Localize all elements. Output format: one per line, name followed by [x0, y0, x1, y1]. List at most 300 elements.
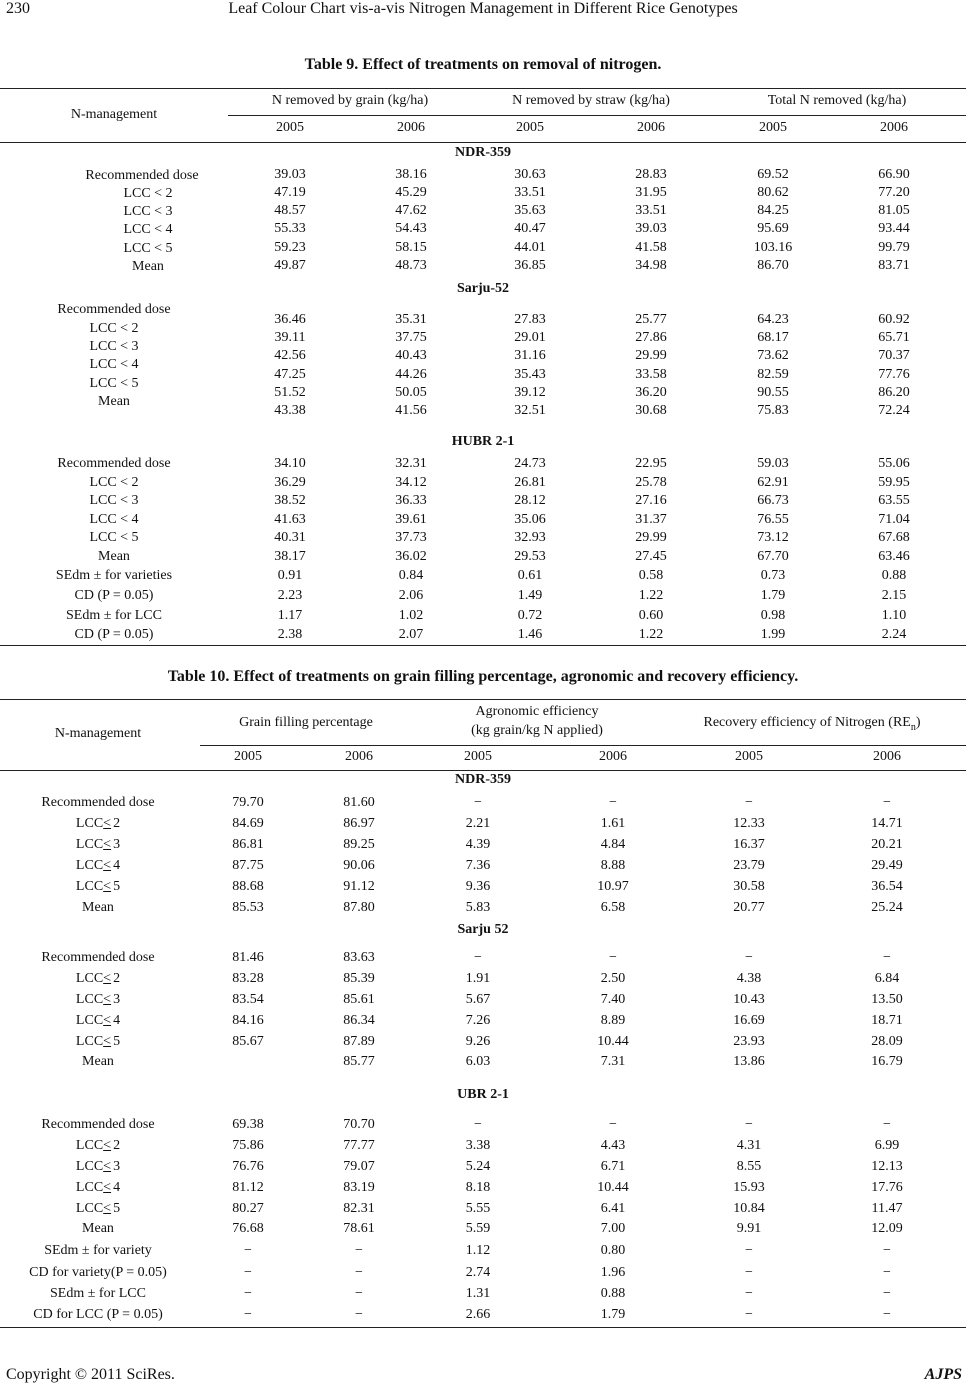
journal-abbrev: AJPS: [924, 1366, 962, 1383]
table10-cell: −: [745, 795, 753, 810]
table10-cell: 79.07: [343, 1159, 375, 1174]
table10-cell: 76.76: [232, 1159, 264, 1174]
table9-cell: 36.02: [395, 549, 427, 564]
table10-header-rule: [0, 770, 966, 771]
table10-cell: −: [883, 1243, 891, 1258]
table10-cell: 5.24: [465, 1159, 491, 1174]
table9-cell: 39.11: [274, 330, 306, 345]
table9-cell: 1.46: [517, 627, 543, 642]
table9-section-title: Sarju-52: [456, 281, 510, 296]
table9-cell: 73.62: [757, 348, 789, 363]
table10-cell: 8.55: [736, 1159, 762, 1174]
table10-cell: 78.61: [343, 1221, 375, 1236]
table10-cell: 4.43: [600, 1138, 626, 1153]
table9-cell: 63.46: [878, 549, 910, 564]
table10-cell: −: [745, 1117, 753, 1132]
table10-cell: 87.89: [343, 1034, 375, 1049]
table10-cell: −: [745, 1286, 753, 1301]
table9-cell: 39.12: [514, 385, 546, 400]
table9-cell: 38.17: [274, 549, 306, 564]
table9-cell: 24.73: [514, 456, 546, 471]
table9-cell: 36.46: [274, 312, 306, 327]
table10-row-label: Mean: [82, 1054, 114, 1069]
table9-cell: 33.51: [635, 203, 667, 218]
table10-cell: 1.79: [600, 1307, 626, 1322]
table9-cell: 64.23: [757, 312, 789, 327]
table10-cell: −: [883, 1286, 891, 1301]
table9-cell: 54.43: [395, 221, 427, 236]
table10-row-label: [76, 815, 120, 833]
table10-cell: 6.99: [874, 1138, 900, 1153]
table10-cell: 4.39: [465, 837, 491, 852]
table9-row-label: Mean: [98, 394, 130, 409]
table10-year-header: 2005: [464, 749, 492, 764]
lcc-label: LCC: [75, 1201, 104, 1216]
table9-cell: 31.16: [514, 348, 546, 363]
table9-group-straw: N removed by straw (kg/ha): [512, 93, 670, 108]
table10-cell: 70.70: [343, 1117, 375, 1132]
lcc-label: LCC: [75, 1013, 104, 1028]
table10-cell: 4.38: [736, 971, 762, 986]
table10-cell: 1.31: [465, 1286, 491, 1301]
table9-section-title: NDR-359: [455, 145, 511, 160]
table10-row-label: Recommended dose: [41, 950, 155, 965]
table10-cell: 83.54: [232, 992, 264, 1007]
table10-cell: 91.12: [343, 879, 375, 894]
lcc-label: LCC: [75, 1159, 104, 1174]
lcc-threshold-symbol: <: [103, 1159, 112, 1174]
table9-cell: 48.73: [395, 258, 427, 273]
table9-row-label: LCC < 2: [123, 186, 173, 201]
table9-cell: 2.07: [398, 627, 424, 642]
table10-cell: 5.55: [465, 1201, 491, 1216]
table9-cell: 0.84: [398, 568, 424, 583]
table10-year-header: 2005: [735, 749, 763, 764]
table10-row-label: CD for variety(P = 0.05): [29, 1265, 167, 1280]
lcc-threshold-symbol: <: [103, 971, 112, 986]
table10-cell: 29.49: [871, 858, 903, 873]
table10-cell: 6.03: [465, 1054, 491, 1069]
table10-cell: 0.88: [600, 1286, 626, 1301]
table9-cell: 0.91: [277, 568, 303, 583]
table10-row-label: [76, 1033, 120, 1051]
table10-cell: 17.76: [871, 1180, 903, 1195]
lcc-label: LCC: [75, 992, 104, 1007]
table10-cell: 10.44: [597, 1034, 629, 1049]
table9-cell: 103.16: [753, 240, 793, 255]
table9-cell: 35.31: [395, 312, 427, 327]
table9-cell: 1.17: [277, 608, 303, 623]
table9-header-rule: [0, 142, 966, 143]
table9-cell: 35.43: [514, 367, 546, 382]
table10-cell: 69.38: [232, 1117, 264, 1132]
table10-cell: 80.27: [232, 1201, 264, 1216]
table9-cell: 35.63: [514, 203, 546, 218]
table10-cell: 25.24: [871, 900, 903, 915]
table9-cell: 71.04: [878, 512, 910, 527]
table9-cell: 0.88: [881, 568, 907, 583]
table9-cell: 34.10: [274, 456, 306, 471]
table10-cell: 1.91: [465, 971, 491, 986]
table10-cell: 7.31: [600, 1054, 626, 1069]
table9-cell: 32.31: [395, 456, 427, 471]
table9-cell: 70.37: [878, 348, 910, 363]
table9-cell: 36.29: [274, 475, 306, 490]
table10-cell: 3.38: [465, 1138, 491, 1153]
table10-cell: −: [745, 1307, 753, 1322]
table10-cell: 6.84: [874, 971, 900, 986]
table9-cell: 55.33: [274, 221, 306, 236]
lcc-label: LCC: [75, 971, 104, 986]
table10-row-label: Mean: [82, 1221, 114, 1236]
running-title: Leaf Colour Chart vis-a-vis Nitrogen Management in Different Rice Genotypes: [228, 0, 738, 17]
table10-cell: 87.75: [232, 858, 264, 873]
table9-cell: 34.98: [635, 258, 667, 273]
table9-cell: 33.58: [635, 367, 667, 382]
table9-cell: 41.56: [395, 403, 427, 418]
table10-row-label: [76, 1158, 120, 1176]
table10-cell: 85.67: [232, 1034, 264, 1049]
lcc-threshold: 4: [113, 1013, 121, 1028]
table9-cell: 29.01: [514, 330, 546, 345]
lcc-threshold-symbol: <: [103, 837, 112, 852]
table10-section-title: NDR-359: [455, 772, 511, 787]
table9-cell: 77.76: [878, 367, 910, 382]
table10-bottom-rule: [0, 1327, 966, 1328]
table9-cell: 93.44: [878, 221, 910, 236]
lcc-threshold-symbol: <: [103, 1201, 112, 1216]
table9-row-label: LCC < 5: [89, 530, 139, 545]
table10-row-label: [76, 1012, 120, 1030]
table9-cell: 1.22: [638, 627, 664, 642]
table9-cell: 0.98: [760, 608, 786, 623]
table9-cell: 66.90: [878, 167, 910, 182]
lcc-threshold: 3: [113, 992, 121, 1007]
table10-cell: 13.86: [733, 1054, 765, 1069]
table10-row-label: Mean: [82, 900, 114, 915]
table9-cell: 37.73: [395, 530, 427, 545]
table10-cell: 20.77: [733, 900, 765, 915]
table10-cell: 9.36: [465, 879, 491, 894]
table9-cell: 36.85: [514, 258, 546, 273]
table10-cell: 14.71: [871, 816, 903, 831]
table9-cell: 80.62: [757, 185, 789, 200]
table9-cell: 83.71: [878, 258, 910, 273]
table10-cell: 7.40: [600, 992, 626, 1007]
table9-cell: 67.68: [878, 530, 910, 545]
table9-cell: 22.95: [635, 456, 667, 471]
table9-cell: 40.47: [514, 221, 546, 236]
lcc-threshold-symbol: <: [103, 879, 112, 894]
table10-group-rule: [200, 745, 966, 746]
table9-cell: 1.99: [760, 627, 786, 642]
lcc-threshold-symbol: <: [103, 816, 112, 831]
table9-cell: 27.16: [635, 493, 667, 508]
lcc-label: LCC: [75, 1180, 104, 1195]
table10-cell: 16.69: [733, 1013, 765, 1028]
table9-cell: 2.15: [881, 588, 907, 603]
lcc-threshold: 5: [113, 879, 121, 894]
table10-cell: −: [609, 795, 617, 810]
table9-cell: 43.38: [274, 403, 306, 418]
table9-cell: 36.20: [635, 385, 667, 400]
table10-cell: 86.81: [232, 837, 264, 852]
table9-cell: 0.58: [638, 568, 664, 583]
table9-year-header: 2005: [276, 120, 304, 135]
table10-cell: 18.71: [871, 1013, 903, 1028]
lcc-threshold-symbol: <: [103, 1138, 112, 1153]
table10-cell: 6.41: [600, 1201, 626, 1216]
table9-row-label: LCC < 4: [89, 512, 139, 527]
table10-cell: −: [474, 795, 482, 810]
table9-cell: 28.12: [514, 493, 546, 508]
table9-row-label: Recommended dose: [57, 456, 171, 471]
table9-row-label: LCC < 3: [89, 493, 139, 508]
lcc-label: LCC: [75, 1034, 104, 1049]
table10-row-label: CD for LCC (P = 0.05): [33, 1307, 163, 1322]
table9-cell: 1.02: [398, 608, 424, 623]
table9-cell: 41.63: [274, 512, 306, 527]
table10-cell: 84.16: [232, 1013, 264, 1028]
table10-cell: 28.09: [871, 1034, 903, 1049]
table10-cell: 86.34: [343, 1013, 375, 1028]
table9-row-label: Recommended dose: [85, 168, 199, 183]
table10-cell: 4.31: [736, 1138, 762, 1153]
table9-cell: 2.24: [881, 627, 907, 642]
table9-year-header: 2005: [516, 120, 544, 135]
table9-cell: 39.61: [395, 512, 427, 527]
table9-cell: 35.06: [514, 512, 546, 527]
table10-cell: −: [883, 795, 891, 810]
table10-cell: 4.84: [600, 837, 626, 852]
table9-cell: 76.55: [757, 512, 789, 527]
table9-cell: 73.12: [757, 530, 789, 545]
table10-row-label: [76, 857, 120, 875]
table10-cell: 81.46: [232, 950, 264, 965]
table10-cell: 2.50: [600, 971, 626, 986]
lcc-threshold-symbol: <: [103, 1013, 112, 1028]
table10-cell: 7.26: [465, 1013, 491, 1028]
table9-row-label: CD (P = 0.05): [74, 588, 154, 603]
table9-cell: 49.87: [274, 258, 306, 273]
table9-cell: 59.03: [757, 456, 789, 471]
table9-cell: 34.12: [395, 475, 427, 490]
table9-row-label: SEdm ± for LCC: [66, 608, 162, 623]
table9-row-label: LCC < 3: [89, 339, 139, 354]
table9-cell: 25.78: [635, 475, 667, 490]
table10-year-header: 2006: [873, 749, 901, 764]
lcc-threshold: 5: [113, 1201, 121, 1216]
table10-cell: 85.77: [343, 1054, 375, 1069]
table9-cell: 55.06: [878, 456, 910, 471]
table10-cell: 0.80: [600, 1243, 626, 1258]
table10-cell: 85.53: [232, 900, 264, 915]
table10-row-label: [76, 836, 120, 854]
table10-cell: 10.97: [597, 879, 629, 894]
table9-cell: 59.23: [274, 240, 306, 255]
table9-group-total: Total N removed (kg/ha): [767, 93, 907, 108]
table9-cell: 62.91: [757, 475, 789, 490]
table10-cell: 9.91: [736, 1221, 762, 1236]
table9-cell: 39.03: [274, 167, 306, 182]
table9-cell: 58.15: [395, 240, 427, 255]
table9-row-label: LCC < 5: [89, 376, 139, 391]
table9-cell: 75.83: [757, 403, 789, 418]
table10-cell: 7.36: [465, 858, 491, 873]
table10-cell: 13.50: [871, 992, 903, 1007]
table9-cell: 99.79: [878, 240, 910, 255]
table9-row-label: LCC < 2: [89, 321, 139, 336]
table10-cell: 81.12: [232, 1180, 264, 1195]
table9-cell: 32.93: [514, 530, 546, 545]
table10-cell: 20.21: [871, 837, 903, 852]
table10-group-grain-filling: Grain filling percentage: [239, 715, 373, 730]
table9-row-label: LCC < 5: [123, 241, 173, 256]
table10-cell: 10.43: [733, 992, 765, 1007]
lcc-threshold-symbol: <: [103, 992, 112, 1007]
table10-cell: −: [609, 950, 617, 965]
table10-year-header: 2005: [234, 749, 262, 764]
table9-cell: 86.70: [757, 258, 789, 273]
table9-cell: 50.05: [395, 385, 427, 400]
table10-cell: −: [745, 1243, 753, 1258]
table9-cell: 37.75: [395, 330, 427, 345]
table10-cell: 85.61: [343, 992, 375, 1007]
table10-cell: −: [244, 1243, 252, 1258]
table9-cell: 39.03: [635, 221, 667, 236]
table10-cell: 1.96: [600, 1265, 626, 1280]
table10-cell: −: [883, 1117, 891, 1132]
table10-cell: −: [883, 1265, 891, 1280]
table9-cell: 68.17: [757, 330, 789, 345]
table9-cell: 2.23: [277, 588, 303, 603]
table9-cell: 69.52: [757, 167, 789, 182]
table9-row-header: N-management: [70, 107, 158, 122]
table10-cell: 85.39: [343, 971, 375, 986]
table10-cell: −: [474, 1117, 482, 1132]
table10-cell: −: [883, 950, 891, 965]
table9-cell: 72.24: [878, 403, 910, 418]
table10-cell: 2.66: [465, 1307, 491, 1322]
table9-cell: 0.73: [760, 568, 786, 583]
table10-cell: 12.09: [871, 1221, 903, 1236]
table10-row-label: SEdm ± for LCC: [50, 1286, 146, 1301]
table9-row-label: LCC < 4: [123, 222, 173, 237]
table10-cell: 8.89: [600, 1013, 626, 1028]
table9-cell: 38.16: [395, 167, 427, 182]
table10-caption: Table 10. Effect of treatments on grain filling percentage, agronomic and recovery efficiency.: [167, 668, 799, 685]
table10-cell: 81.60: [343, 795, 375, 810]
table9-cell: 27.45: [635, 549, 667, 564]
table10-cell: 16.79: [871, 1054, 903, 1069]
recovery-subscript: n: [910, 721, 916, 733]
table10-cell: 23.93: [733, 1034, 765, 1049]
lcc-label: LCC: [75, 816, 104, 831]
table10-cell: 5.67: [465, 992, 491, 1007]
table10-cell: 83.28: [232, 971, 264, 986]
lcc-threshold: 4: [113, 1180, 121, 1195]
table9-cell: 77.20: [878, 185, 910, 200]
table10-row-label: [76, 1179, 120, 1197]
table9-cell: 40.43: [395, 348, 427, 363]
table9-cell: 81.05: [878, 203, 910, 218]
table9-year-header: 2006: [880, 120, 908, 135]
table10-group-agronomic-unit: (kg grain/kg N applied): [471, 723, 603, 738]
table9-cell: 45.29: [395, 185, 427, 200]
lcc-threshold: 5: [113, 1034, 121, 1049]
table10-year-header: 2006: [599, 749, 627, 764]
table9-cell: 29.53: [514, 549, 546, 564]
table10-cell: −: [355, 1265, 363, 1280]
table10-row-label: [76, 991, 120, 1009]
table9-cell: 48.57: [274, 203, 306, 218]
table9-row-label: SEdm ± for varieties: [55, 568, 173, 583]
table10-cell: 1.12: [465, 1243, 491, 1258]
table9-cell: 63.55: [878, 493, 910, 508]
table10-cell: 6.58: [600, 900, 626, 915]
table9-cell: 27.83: [514, 312, 546, 327]
table9-cell: 47.19: [274, 185, 306, 200]
table10-cell: 23.79: [733, 858, 765, 873]
table9-cell: 30.68: [635, 403, 667, 418]
table9-cell: 2.38: [277, 627, 303, 642]
copyright-notice: Copyright © 2011 SciRes.: [6, 1366, 175, 1383]
table10-cell: 9.26: [465, 1034, 491, 1049]
table10-cell: 75.86: [232, 1138, 264, 1153]
table10-cell: 84.69: [232, 816, 264, 831]
table10-row-label: Recommended dose: [41, 795, 155, 810]
table9-cell: 31.37: [635, 512, 667, 527]
table9-bottom-rule: [0, 645, 966, 646]
table9-cell: 0.61: [517, 568, 543, 583]
table9-cell: 28.83: [635, 167, 667, 182]
table10-cell: 15.93: [733, 1180, 765, 1195]
table9-cell: 90.55: [757, 385, 789, 400]
table10-row-label: [76, 970, 120, 988]
table10-cell: 83.63: [343, 950, 375, 965]
table9-cell: 1.10: [881, 608, 907, 623]
table9-cell: 67.70: [757, 549, 789, 564]
table9-row-label: LCC < 2: [89, 475, 139, 490]
table10-section-title: UBR 2-1: [457, 1087, 509, 1102]
lcc-label: LCC: [75, 837, 104, 852]
table9-cell: 41.58: [635, 240, 667, 255]
table9-row-label: LCC < 3: [123, 204, 173, 219]
table9-row-label: Recommended dose: [57, 302, 171, 317]
table10-cell: −: [474, 950, 482, 965]
table9-section-title: HUBR 2-1: [451, 434, 515, 449]
table10-cell: 86.97: [343, 816, 375, 831]
table9-cell: 65.71: [878, 330, 910, 345]
table9-cell: 33.51: [514, 185, 546, 200]
lcc-threshold: 2: [113, 1138, 121, 1153]
table9-cell: 59.95: [878, 475, 910, 490]
lcc-label: LCC: [75, 858, 104, 873]
table10-cell: −: [244, 1307, 252, 1322]
table9-cell: 36.33: [395, 493, 427, 508]
lcc-threshold-symbol: <: [103, 1180, 112, 1195]
table9-cell: 38.52: [274, 493, 306, 508]
table10-cell: 76.68: [232, 1221, 264, 1236]
table10-cell: 2.74: [465, 1265, 491, 1280]
table10-cell: −: [355, 1286, 363, 1301]
table10-cell: 8.18: [465, 1180, 491, 1195]
table9-year-header: 2006: [397, 120, 425, 135]
table9-cell: 60.92: [878, 312, 910, 327]
table9-top-rule: [0, 88, 966, 89]
table10-top-rule: [0, 699, 966, 700]
table10-cell: −: [609, 1117, 617, 1132]
